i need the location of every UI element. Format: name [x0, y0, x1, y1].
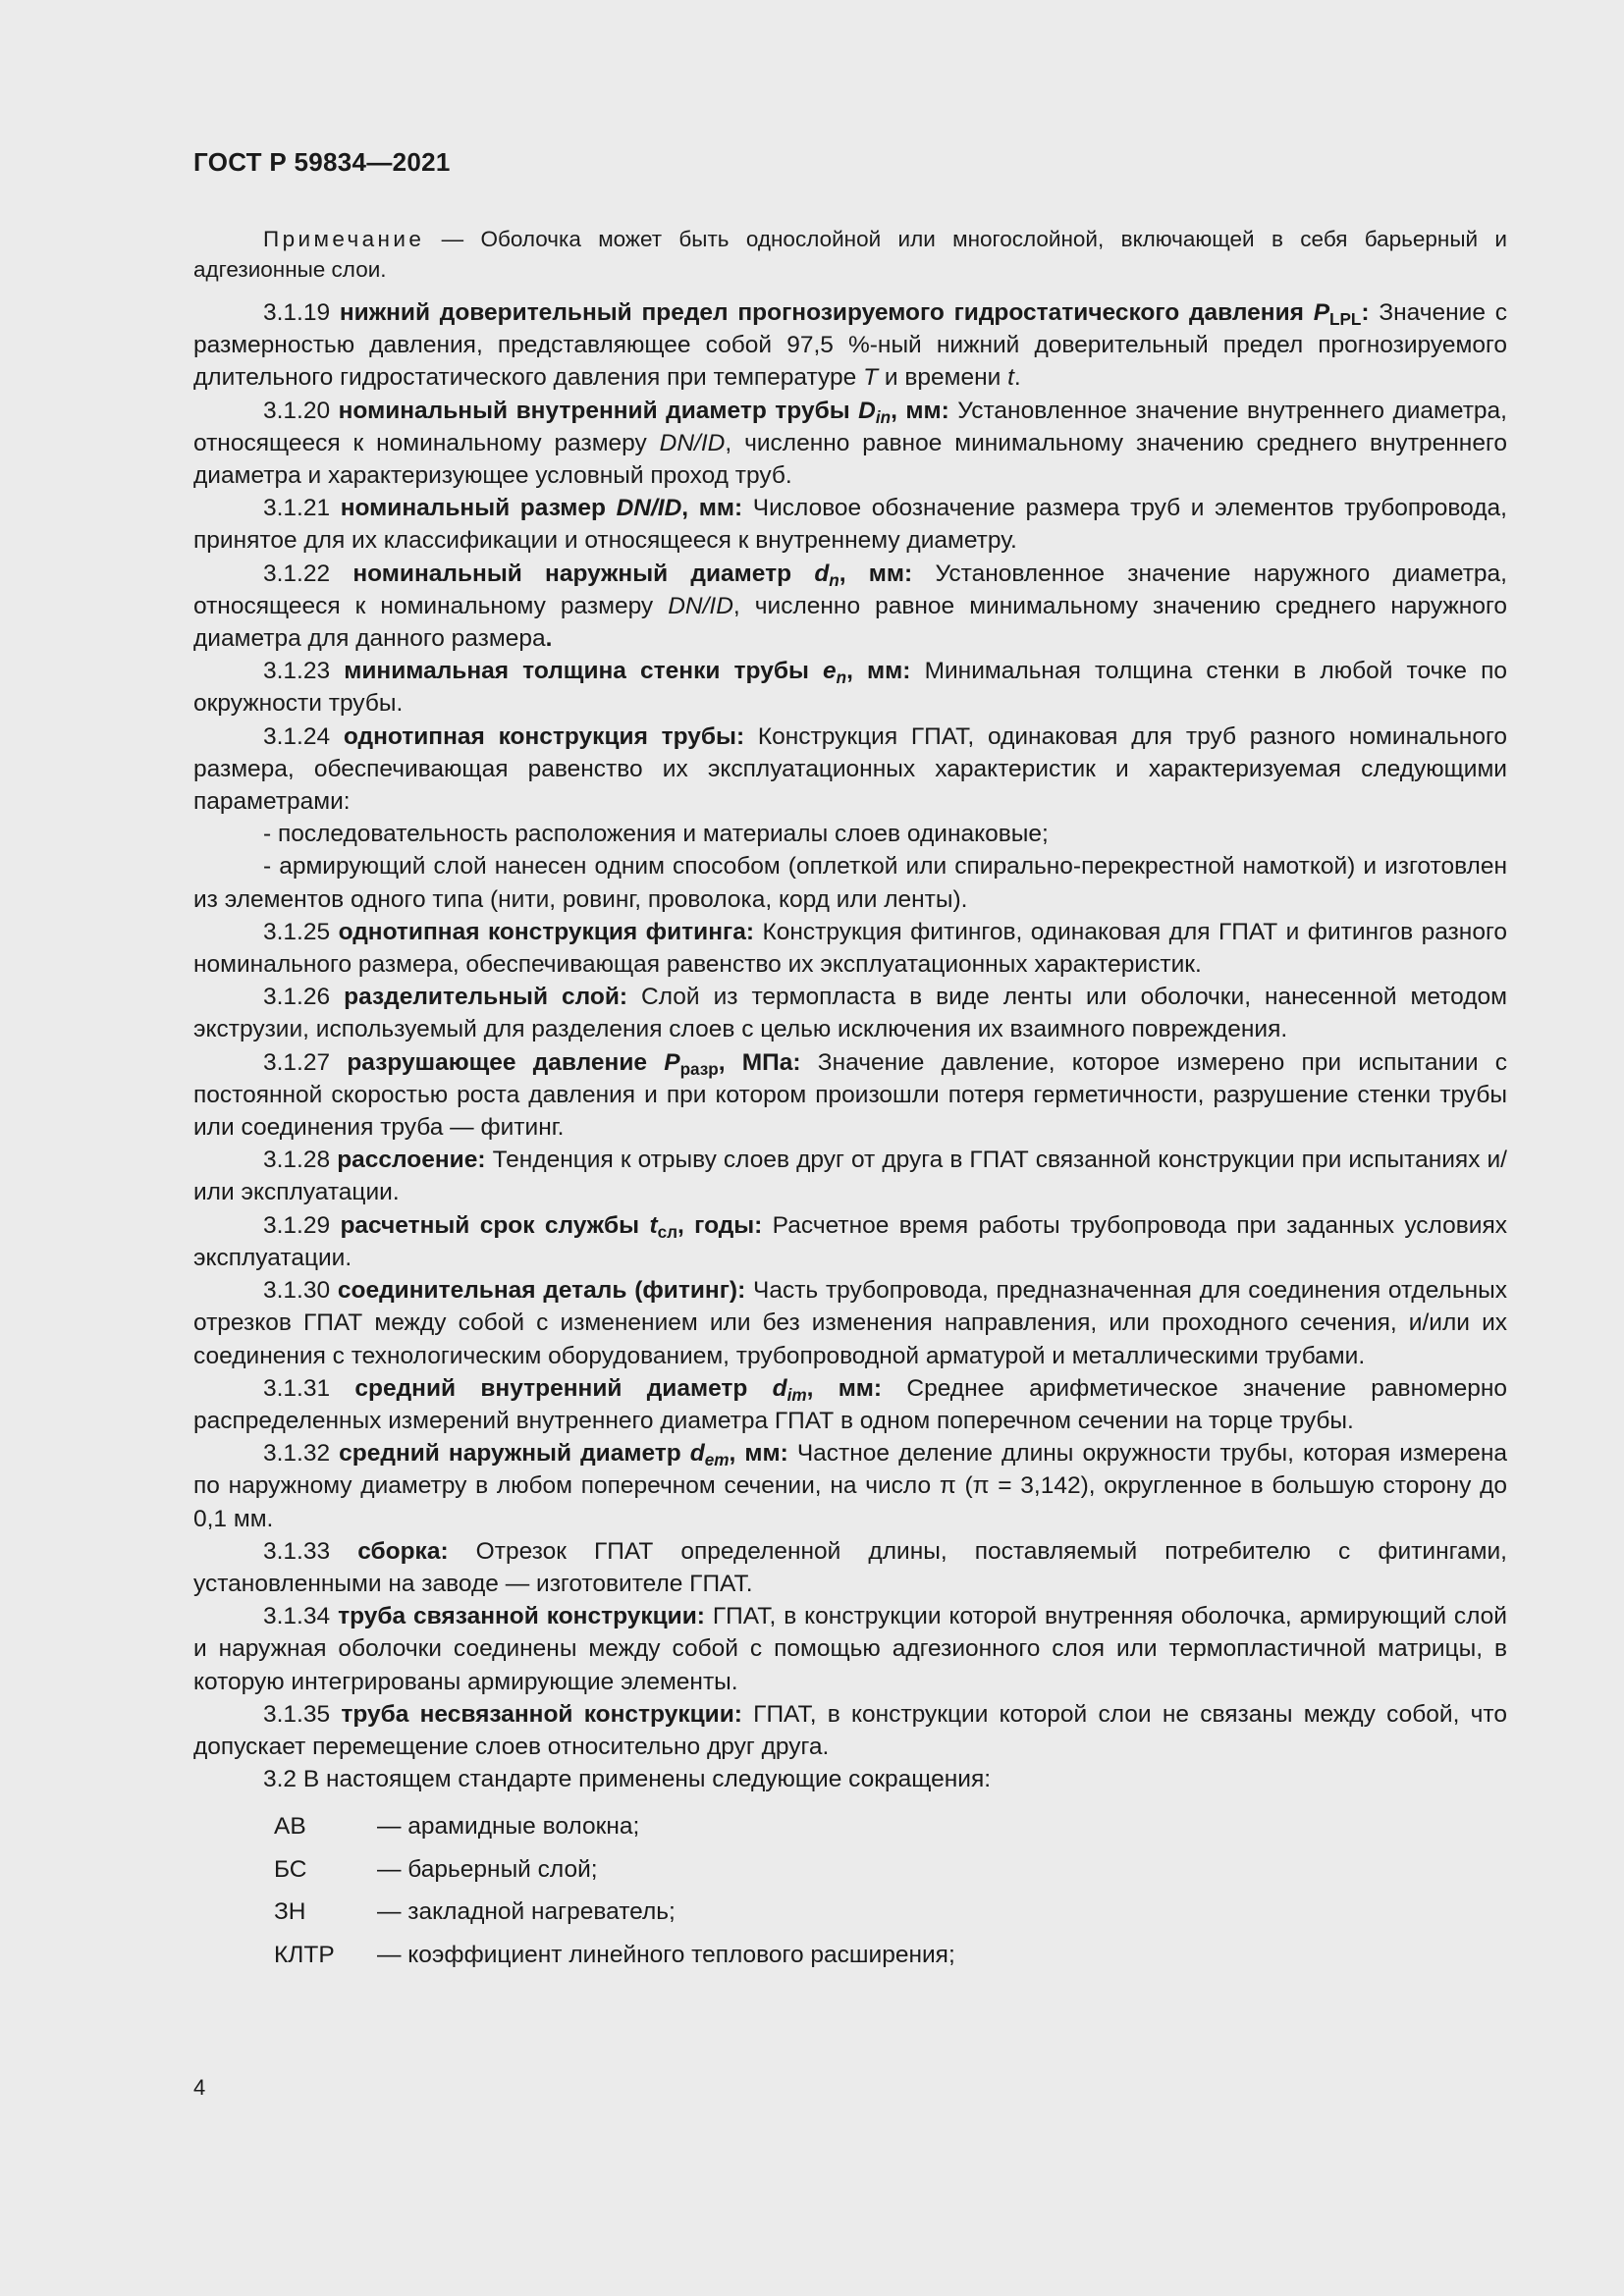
definition-p3-1-32 [193, 1437, 1507, 1535]
text-span: ГПАТ, в конструкции которой внутренняя оболочка, армирующий слой и наружная оболочки соединены между собой с помощью адгезионного слоя или термопластичной матрицы, в которую интегрированы армирующие элементы. [193, 1603, 1507, 1695]
text-span: 3.1.34 [263, 1603, 339, 1630]
text-span: 3.1.20 [263, 397, 339, 424]
definition-p3-2 [193, 1763, 1507, 1795]
abbreviation-row [274, 1805, 1507, 1848]
text-span: 3.1.24 [263, 722, 344, 750]
definition-p3-1-24-a [193, 818, 1507, 850]
text-span: n [829, 569, 839, 590]
text-span: номинальный размер [340, 495, 617, 522]
text-span: 3.1.32 [263, 1440, 340, 1468]
text-span: Конструкция фитингов, одинаковая для ГПАТ и фитингов разного номинального размера, обеспечивающая равенство их эксплуатационных характеристик. [193, 918, 1507, 979]
text-span: , МПа: [718, 1048, 801, 1076]
document-body [193, 224, 1507, 1976]
text-span: . [1013, 364, 1021, 392]
definition-p3-1-19 [193, 296, 1507, 395]
text-span: n [836, 667, 847, 688]
text-span: , мм: [729, 1440, 788, 1468]
note [193, 224, 1507, 285]
text-span: - последовательность расположения и материалы слоев одинаковые; [263, 821, 1049, 848]
text-span: труба несвязанной конструкции: [341, 1700, 742, 1728]
text-span: T [863, 364, 879, 392]
text-span: : [1361, 299, 1370, 326]
text-span: in [875, 406, 892, 427]
text-span: минимальная толщина стенки трубы [344, 658, 823, 685]
text-span: t [1007, 364, 1014, 392]
text-span: расслоение: [337, 1147, 486, 1174]
text-span: 3.1.30 [263, 1277, 338, 1305]
abbreviation-row [274, 1934, 1507, 1977]
text-span: разр [679, 1058, 719, 1079]
text-span: 3.1.25 [263, 918, 339, 945]
text-span: однотипная конструкция трубы: [343, 722, 745, 750]
text-span: , мм: [681, 495, 743, 522]
definition-p3-1-24 [193, 721, 1507, 819]
text-span: P [664, 1048, 680, 1076]
text-span: em [704, 1450, 730, 1470]
text-span: разрушающее давление [347, 1048, 665, 1076]
document-header: ГОСТ Р 59834—2021 [193, 147, 451, 177]
text-span: однотипная конструкция фитинга: [338, 918, 755, 945]
text-span: d [814, 560, 830, 587]
abbreviation-row [274, 1848, 1507, 1892]
text-span: разделительный слой: [344, 984, 628, 1011]
text-span: Частное деление длины окружности трубы, которая измерена по наружному диаметру в любом поперечном сечении, на число π (π = 3,142), округленное в большую сторону до 0,1 мм. [193, 1440, 1507, 1532]
text-span: D [858, 397, 876, 424]
abbreviation-key: БС [274, 1855, 307, 1883]
text-span: 3.2 В настоящем стандарте применены следующие сокращения: [263, 1766, 992, 1793]
text-span: сл [657, 1221, 678, 1242]
text-span: DN/ID [659, 429, 726, 456]
text-span: ГПАТ, в конструкции которой слои не связаны между собой, что допускает перемещение слоев относительно друг друга. [193, 1700, 1507, 1760]
text-span: 3.1.22 [263, 560, 353, 587]
definition-p3-1-28 [193, 1144, 1507, 1208]
definition-p3-1-25 [193, 916, 1507, 981]
text-span: 3.1.23 [263, 658, 345, 685]
text-span: e [823, 658, 837, 685]
text-span: Значение с размерностью давления, представляющее собой 97,5 %-ный нижний доверительный предел прогнозируемого длительного гидростатического давления при температуре [193, 299, 1507, 392]
text-span: P [1313, 299, 1330, 326]
definition-p3-1-29 [193, 1209, 1507, 1274]
definition-p3-1-35 [193, 1698, 1507, 1763]
definition-p3-1-34 [193, 1600, 1507, 1698]
abbreviation-key: АВ [274, 1813, 306, 1841]
text-span: 3.1.31 [263, 1374, 355, 1402]
definition-p3-1-33 [193, 1535, 1507, 1600]
note-text: — Оболочка может быть однослойной или многослойной, включающей в себя барьерный и адгезионные слои. [193, 227, 1507, 282]
text-span: , численно равное минимальному значению среднего наружного диаметра для данного размера [193, 592, 1507, 653]
text-span: номинальный внутренний диаметр трубы [338, 397, 859, 424]
text-span: 3.1.19 [263, 299, 340, 326]
text-span: 3.1.29 [263, 1211, 341, 1239]
text-span: нижний доверительный предел прогнозируемого гидростатического давления [339, 299, 1314, 326]
text-span: im [786, 1384, 807, 1405]
abbreviation-definition: — барьерный слой; [377, 1855, 598, 1883]
text-span: t [649, 1211, 658, 1239]
text-span: d [772, 1374, 787, 1402]
definition-p3-1-20 [193, 395, 1507, 493]
definition-p3-1-31 [193, 1372, 1507, 1437]
definition-p3-1-22 [193, 558, 1507, 656]
abbreviation-definition: — закладной нагреватель; [377, 1898, 676, 1926]
page-number: 4 [193, 2075, 206, 2100]
text-span: Минимальная толщина стенки в любой точке по окружности трубы. [193, 658, 1507, 718]
abbreviation-row [274, 1891, 1507, 1934]
text-span: Слой из термопласта в виде ленты или оболочки, нанесенной методом экструзии, используемый для разделения слоев с целью исключения их взаимного повреждения. [193, 984, 1507, 1043]
note-label: Примечание [263, 227, 425, 251]
text-span: Установленное значение наружного диаметра, относящееся к номинальному размеру [193, 560, 1507, 619]
text-span: , годы: [677, 1211, 763, 1239]
text-span: 3.1.35 [263, 1700, 342, 1728]
text-span: труба связанной конструкции: [338, 1603, 705, 1630]
text-span: . [545, 625, 553, 653]
definition-p3-1-30 [193, 1274, 1507, 1372]
text-span: Расчетное время работы трубопровода при заданных условиях эксплуатации. [193, 1211, 1507, 1271]
text-span: , мм: [846, 658, 911, 685]
text-span: , численно равное минимальному значению среднего внутреннего диаметра и характеризующее условный проход труб. [193, 429, 1507, 490]
abbreviations-list [274, 1805, 1507, 1976]
text-span: средний внутренний диаметр [354, 1374, 773, 1402]
text-span: 3.1.21 [263, 495, 341, 522]
text-span: сборка: [357, 1537, 449, 1565]
text-span: 3.1.33 [263, 1537, 358, 1565]
text-span: Значение давление, которое измерено при испытании с постоянной скоростью роста давления и при котором произошли потеря герметичности, разрушение стенки трубы или соединения труба — фитинг. [193, 1048, 1507, 1142]
abbreviation-definition: — арамидные волокна; [377, 1813, 640, 1841]
text-span: Конструкция ГПАТ, одинаковая для труб разного номинального размера, обеспечивающая равенство их эксплуатационных характеристик и характеризуемая следующими параметрами: [193, 722, 1507, 816]
text-span: d [689, 1440, 705, 1468]
abbreviation-definition: — коэффициент линейного теплового расширения; [377, 1941, 955, 1968]
text-span: расчетный срок службы [340, 1211, 650, 1239]
text-span: средний наружный диаметр [339, 1440, 690, 1468]
text-span: , мм: [891, 397, 949, 424]
text-span: Часть трубопровода, предназначенная для соединения отдельных отрезков ГПАТ между собой с изменением или без изменения направления, или проходного сечения, и/или их соединения с технологическим оборудованием, трубопроводной арматурой и металлическими трубами. [193, 1277, 1507, 1369]
text-span: DN/ID [616, 495, 682, 522]
text-span: Тенденция к отрыву слоев друг от друга в ГПАТ связанной конструкции при испытаниях и/или эксплуатации. [193, 1147, 1507, 1206]
text-span: Числовое обозначение размера труб и элементов трубопровода, принятое для их классификации и относящееся к внутреннему диаметру. [193, 495, 1507, 555]
text-span: соединительная деталь (фитинг): [337, 1277, 746, 1305]
abbreviation-key: КЛТР [274, 1941, 335, 1968]
text-span: , мм: [806, 1374, 883, 1402]
text-span: , мм: [839, 560, 913, 587]
text-span: DN/ID [668, 592, 733, 619]
text-span: - армирующий слой нанесен одним способом (оплеткой или спирально-перекрестной намоткой) и изготовлен из элементов одного типа (нити, ровинг, проволока, корд или ленты). [193, 853, 1507, 913]
text-span: LPL [1329, 309, 1362, 330]
abbreviation-key: ЗН [274, 1898, 306, 1926]
definitions-list [193, 296, 1507, 1795]
text-span: номинальный наружный диаметр [352, 560, 815, 587]
text-span: Отрезок ГПАТ определенной длины, поставляемый потребителю с фитингами, установленными на заводе — изготовителе ГПАТ. [193, 1537, 1507, 1597]
definition-p3-1-27 [193, 1046, 1507, 1145]
text-span: 3.1.26 [263, 984, 345, 1011]
text-span: и времени [878, 364, 1008, 392]
text-span: 3.1.28 [263, 1147, 338, 1174]
definition-p3-1-23 [193, 655, 1507, 720]
text-span: Установленное значение внутреннего диаметра, относящееся к номинальному размеру [193, 397, 1507, 456]
text-span: Среднее арифметическое значение равномерно распределенных измерений внутреннего диаметра ГПАТ в одном поперечном сечении на торце трубы. [193, 1374, 1507, 1434]
text-span: 3.1.27 [263, 1048, 348, 1076]
definition-p3-1-24-b [193, 850, 1507, 915]
definition-p3-1-21 [193, 492, 1507, 557]
definition-p3-1-26 [193, 981, 1507, 1045]
